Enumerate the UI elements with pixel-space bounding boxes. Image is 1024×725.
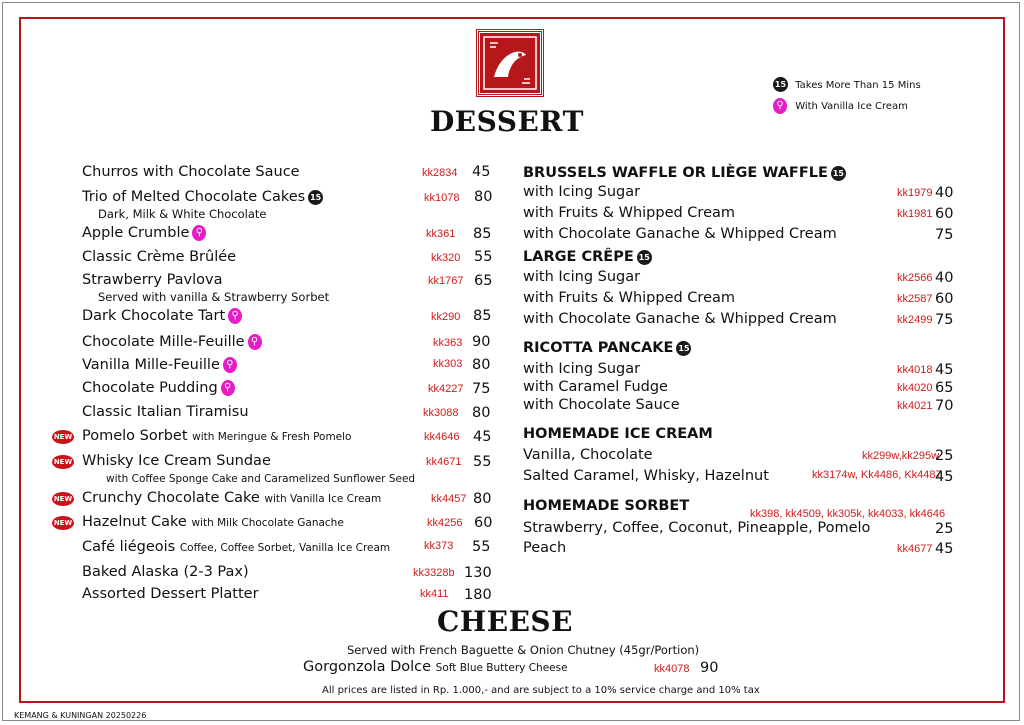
section-title: HOMEMADE ICE CREAM bbox=[523, 426, 713, 442]
ice-cream-icon: ⚲ bbox=[223, 357, 237, 373]
menu-item-name: with Chocolate Ganache & Whipped Cream bbox=[523, 311, 837, 327]
menu-item-code: kk1767 bbox=[428, 275, 464, 287]
menu-item-subtitle: with Coffee Sponge Cake and Caramelized Sunflower Seed bbox=[106, 473, 416, 485]
section-heading bbox=[523, 249, 652, 265]
menu-item-code: kk290 bbox=[431, 311, 461, 323]
menu-item-code: kk3328b bbox=[413, 567, 455, 579]
timer-15-icon: 15 bbox=[637, 250, 652, 265]
menu-item-price: 70 bbox=[935, 398, 954, 414]
menu-item-code: kk2566 bbox=[897, 272, 933, 284]
menu-item-name: Classic Italian Tiramisu bbox=[82, 404, 249, 420]
menu-item-price: 25 bbox=[935, 521, 954, 537]
menu-item-price: 80 bbox=[474, 189, 493, 205]
menu-item-name: Strawberry Pavlova bbox=[82, 272, 223, 288]
menu-item-desc: with Milk Chocolate Ganache bbox=[191, 517, 344, 529]
cheese-title: CHEESE bbox=[437, 605, 573, 638]
menu-item-name: Salted Caramel, Whisky, Hazelnut bbox=[523, 468, 769, 484]
legend-text: Takes More Than 15 Mins bbox=[795, 79, 921, 91]
menu-item bbox=[82, 428, 352, 444]
menu-item-price: 45 bbox=[935, 469, 954, 485]
menu-item-code: kk299w,kk295w bbox=[862, 450, 940, 462]
menu-item bbox=[82, 514, 344, 530]
menu-item-code: kk4646 bbox=[424, 431, 460, 443]
menu-item-price: 80 bbox=[472, 405, 491, 421]
menu-item-name: Crunchy Chocolate Cake bbox=[82, 490, 260, 506]
timer-15-icon: 15 bbox=[308, 190, 323, 205]
section-title: BRUSSELS WAFFLE OR LIÈGE WAFFLE bbox=[523, 165, 828, 181]
menu-item-price: 85 bbox=[473, 226, 492, 242]
menu-item-price: 65 bbox=[935, 380, 954, 396]
menu-item-name: Chocolate Mille-Feuille bbox=[82, 334, 245, 350]
menu-item-price: 80 bbox=[472, 357, 491, 373]
menu-item-code: kk1078 bbox=[424, 192, 460, 204]
menu-item-name: Strawberry, Coffee, Coconut, Pineapple, Pomelo bbox=[523, 520, 871, 536]
footer-note: All prices are listed in Rp. 1.000,- and are subject to a 10% service charge and 10% tax bbox=[322, 685, 760, 696]
menu-item-name: with Fruits & Whipped Cream bbox=[523, 205, 735, 221]
timer-15-icon: 15 bbox=[676, 341, 691, 356]
menu-item-code: kk4677 bbox=[897, 543, 933, 555]
menu-item-price: 40 bbox=[935, 270, 954, 286]
menu-item-desc: with Meringue & Fresh Pomelo bbox=[192, 431, 352, 443]
section-heading bbox=[523, 340, 691, 356]
section-title: RICOTTA PANCAKE bbox=[523, 340, 674, 356]
page-title: DESSERT bbox=[430, 105, 584, 138]
menu-item-price: 45 bbox=[935, 541, 954, 557]
menu-item-price: 90 bbox=[472, 334, 491, 350]
menu-item-name: with Caramel Fudge bbox=[523, 379, 668, 395]
menu-item bbox=[82, 539, 390, 555]
menu-item-price: 55 bbox=[474, 249, 493, 265]
menu-item-code: kk3174w, Kk4486, Kk4487 bbox=[812, 469, 942, 481]
menu-item-price: 75 bbox=[472, 381, 491, 397]
menu-item-name: with Icing Sugar bbox=[523, 184, 641, 200]
menu-item-price: 60 bbox=[935, 206, 954, 222]
menu-item-name: Vanilla, Chocolate bbox=[523, 447, 653, 463]
menu-item-name: Churros with Chocolate Sauce bbox=[82, 164, 300, 180]
menu-item-code: kk1981 bbox=[897, 208, 933, 220]
restaurant-logo bbox=[477, 30, 543, 96]
menu-item bbox=[82, 490, 381, 506]
menu-item-name: Vanilla Mille-Feuille bbox=[82, 357, 220, 373]
new-badge-icon: NEW bbox=[52, 430, 74, 444]
menu-item-code: kk361 bbox=[426, 228, 456, 240]
menu-item-code: kk320 bbox=[431, 252, 461, 264]
menu-item-code: kk4020 bbox=[897, 382, 933, 394]
menu-item-name: Dark Chocolate Tart bbox=[82, 308, 226, 324]
menu-item-name: Café liégeois bbox=[82, 539, 176, 555]
ice-cream-icon: ⚲ bbox=[773, 98, 787, 114]
legend-text: With Vanilla Ice Cream bbox=[795, 101, 908, 112]
menu-item-name: with Chocolate Ganache & Whipped Cream bbox=[523, 226, 837, 242]
menu-item-code: kk373 bbox=[424, 540, 454, 552]
menu-item-price: 60 bbox=[935, 291, 954, 307]
menu-item-name: Baked Alaska (2-3 Pax) bbox=[82, 564, 249, 580]
ice-cream-icon: ⚲ bbox=[248, 334, 262, 350]
menu-item-code: kk2587 bbox=[897, 293, 933, 305]
menu-item-price: 75 bbox=[935, 312, 954, 328]
menu-item bbox=[82, 308, 242, 324]
menu-item-price: 180 bbox=[464, 587, 492, 603]
menu-item-name: Trio of Melted Chocolate Cakes bbox=[82, 189, 306, 205]
menu-item-price: 55 bbox=[473, 454, 492, 470]
menu-item bbox=[82, 380, 235, 396]
menu-item-price: 45 bbox=[473, 429, 492, 445]
menu-item-name: Apple Crumble bbox=[82, 225, 190, 241]
menu-item-code: kk4256 bbox=[427, 517, 463, 529]
menu-item bbox=[82, 334, 262, 350]
menu-item-price: 45 bbox=[935, 362, 954, 378]
menu-item-price: 55 bbox=[472, 539, 491, 555]
new-badge-icon: NEW bbox=[52, 516, 74, 530]
menu-item-price: 75 bbox=[935, 227, 954, 243]
menu-item-code: kk4227 bbox=[428, 383, 464, 395]
menu-item bbox=[82, 225, 206, 241]
section-codes: kk398, kk4509, kk305k, kk4033, kk4646 bbox=[750, 508, 946, 520]
menu-item-code: kk1979 bbox=[897, 187, 933, 199]
menu-item-price: 25 bbox=[935, 448, 954, 464]
menu-item-price: 45 bbox=[472, 164, 491, 180]
new-badge-icon: NEW bbox=[52, 492, 74, 506]
menu-item-desc: Coffee, Coffee Sorbet, Vanilla Ice Cream bbox=[179, 542, 391, 554]
menu-item-price: 65 bbox=[474, 273, 493, 289]
menu-item-desc: with Vanilla Ice Cream bbox=[264, 493, 382, 505]
menu-item-code: kk411 bbox=[420, 588, 449, 600]
menu-item-price: 40 bbox=[935, 185, 954, 201]
menu-item-name: Gorgonzola Dolce bbox=[303, 659, 432, 675]
menu-item-name: Assorted Dessert Platter bbox=[82, 586, 259, 602]
ice-cream-icon: ⚲ bbox=[221, 380, 235, 396]
ice-cream-icon: ⚲ bbox=[192, 225, 206, 241]
menu-item-name: with Icing Sugar bbox=[523, 269, 641, 285]
menu-item-name: with Fruits & Whipped Cream bbox=[523, 290, 735, 306]
menu-item-code: kk2834 bbox=[422, 167, 458, 179]
menu-item-name: with Chocolate Sauce bbox=[523, 397, 680, 413]
menu-item-name: Hazelnut Cake bbox=[82, 514, 187, 530]
menu-item-name: with Icing Sugar bbox=[523, 361, 641, 377]
menu-item-price: 80 bbox=[473, 491, 492, 507]
menu-item-name: Pomelo Sorbet bbox=[82, 428, 188, 444]
menu-item-price: 130 bbox=[464, 565, 492, 581]
menu-item-code: kk4078 bbox=[654, 663, 690, 675]
menu-item-code: kk4671 bbox=[426, 456, 462, 468]
timer-15-icon: 15 bbox=[831, 166, 846, 181]
section-title: LARGE CRÊPE bbox=[523, 249, 634, 265]
menu-item-subtitle: Served with vanilla & Strawberry Sorbet bbox=[98, 290, 330, 304]
ice-cream-icon: ⚲ bbox=[228, 308, 242, 324]
menu-item-price: 85 bbox=[473, 308, 492, 324]
timer-15-icon: 15 bbox=[773, 77, 788, 92]
menu-item-name: Whisky Ice Cream Sundae bbox=[82, 453, 271, 469]
cheese-subtitle: Served with French Baguette & Onion Chutney (45gr/Portion) bbox=[347, 643, 700, 657]
menu-item-subtitle: Dark, Milk & White Chocolate bbox=[98, 207, 267, 221]
footer-code: KEMANG & KUNINGAN 20250226 bbox=[14, 711, 147, 720]
menu-item-desc: Soft Blue Buttery Cheese bbox=[435, 662, 568, 674]
menu-item-price: 60 bbox=[474, 515, 493, 531]
menu-item-code: kk3088 bbox=[423, 407, 459, 419]
section-title: HOMEMADE SORBET bbox=[523, 498, 690, 514]
menu-item-name: Classic Crème Brûlée bbox=[82, 249, 237, 265]
menu-item bbox=[82, 357, 237, 373]
menu-item-price: 90 bbox=[700, 660, 719, 676]
legend-timer bbox=[770, 77, 921, 92]
menu-item-code: kk303 bbox=[433, 358, 463, 370]
menu-item-code: kk363 bbox=[433, 337, 463, 349]
menu-item-code: kk4021 bbox=[897, 400, 933, 412]
menu-item-name: Chocolate Pudding bbox=[82, 380, 218, 396]
menu-item-code: kk2499 bbox=[897, 314, 933, 326]
cheese-item bbox=[303, 659, 568, 675]
menu-item-code: kk4457 bbox=[431, 493, 467, 505]
menu-item bbox=[82, 189, 323, 205]
section-heading bbox=[523, 165, 846, 181]
new-badge-icon: NEW bbox=[52, 455, 74, 469]
legend-ice bbox=[770, 98, 908, 114]
menu-item-code: kk4018 bbox=[897, 364, 933, 376]
menu-item-name: Peach bbox=[523, 540, 567, 556]
